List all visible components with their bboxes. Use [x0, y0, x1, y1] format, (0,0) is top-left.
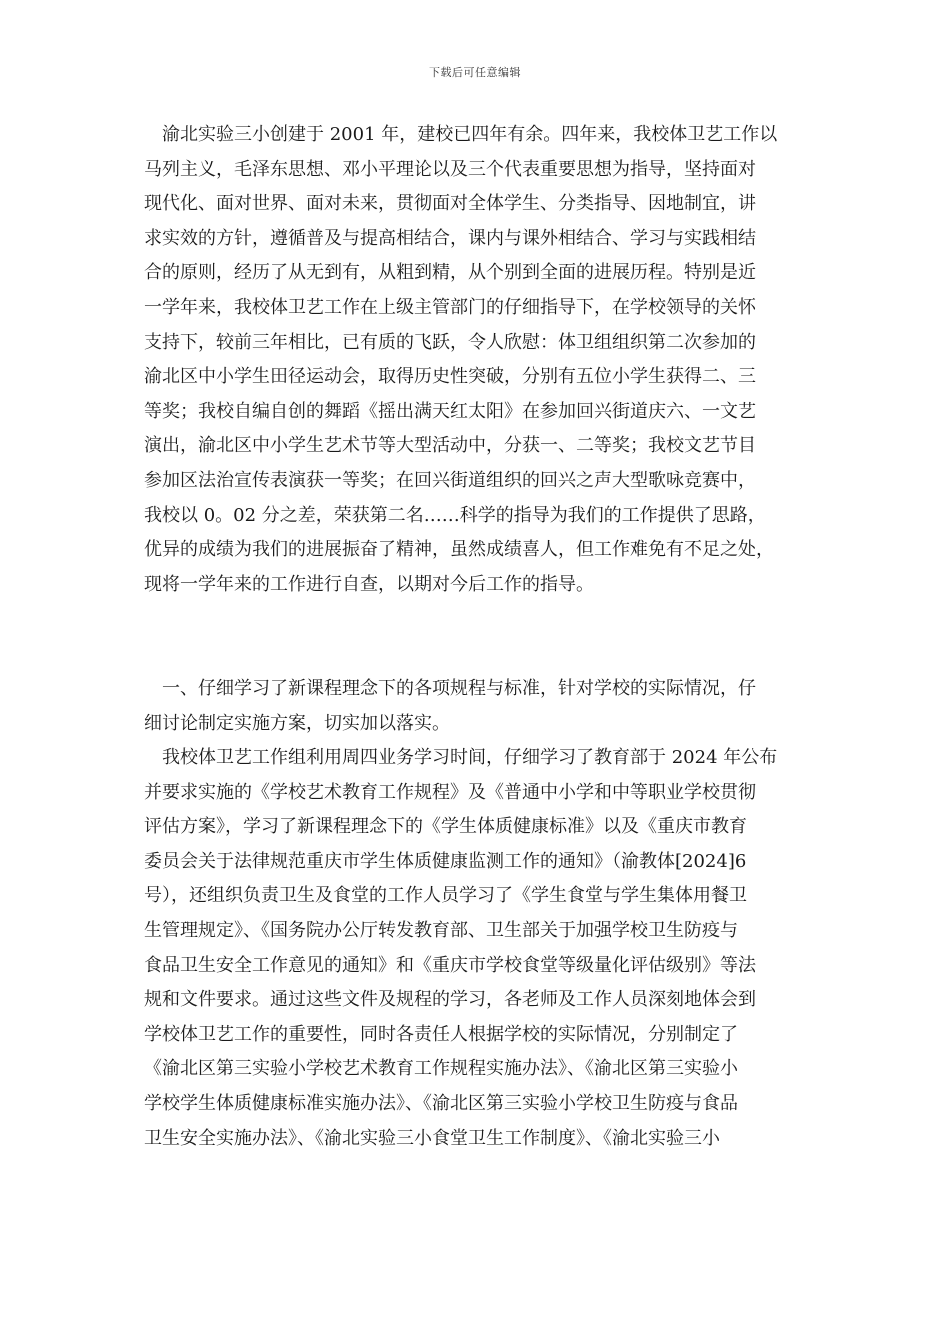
text-line: 参加区法治宣传表演获一等奖；在回兴街道组织的回兴之声大型歌咏竞赛中， [144, 469, 756, 491]
text-line: 支持下，较前三年相比，已有质的飞跃，令人欣慰：体卫组组织第二次参加的 [144, 331, 756, 353]
text-line: 规和文件要求。通过这些文件及规程的学习，各老师及工作人员深刻地体会到 [144, 989, 756, 1011]
intro-paragraph [144, 118, 824, 602]
text-line: 求实效的方针，遵循普及与提高相结合，课内与课外相结合、学习与实践相结 [144, 227, 756, 249]
heading-line: 一、仔细学习了新课程理念下的各项规程与标准，针对学校的实际情况，仔 [162, 678, 756, 699]
text-line: 并要求实施的《学校艺术教育工作规程》及《普通中小学和中等职业学校贯彻 [144, 781, 756, 803]
text-line: 委员会关于法律规范重庆市学生体质健康监测工作的通知》（渝教体[2024]6 [144, 850, 747, 872]
text-line: 合的原则，经历了从无到有，从粗到精，从个别到全面的进展历程。特别是近 [144, 262, 756, 284]
text-line: 现代化、面对世界、面对未来，贯彻面对全体学生、分类指导、因地制宜，讲 [144, 193, 756, 215]
text-line: 评估方案》，学习了新课程理念下的《学生体质健康标准》以及《重庆市教育 [144, 816, 747, 838]
text-line: 优异的成绩为我们的进展振奋了精神，虽然成绩喜人，但工作难免有不足之处， [144, 539, 774, 561]
text-line: 学校体卫艺工作的重要性，同时各责任人根据学校的实际情况，分别制定了 [144, 1023, 738, 1045]
text-line: 号），还组织负责卫生及食堂的工作人员学习了《学生食堂与学生集体用餐卫 [144, 885, 747, 907]
text-line: 渝北实验三小创建于 2001 年，建校已四年有余。四年来，我校体卫艺工作以 [162, 124, 778, 145]
section-body-paragraph [144, 741, 824, 1156]
text-line: 渝北区中小学生田径运动会，取得历史性突破，分别有五位小学生获得二、三 [144, 366, 756, 388]
text-line: 生管理规定》、《国务院办公厅转发教育部、卫生部关于加强学校卫生防疫与 [144, 919, 738, 941]
text-line: 《渝北区第三实验小学校艺术教育工作规程实施办法》、《渝北区第三实验小 [144, 1058, 738, 1080]
text-line: 等奖；我校自编自创的舞蹈《摇出满天红太阳》在参加回兴街道庆六、一文艺 [144, 400, 756, 422]
text-line: 学校学生体质健康标准实施办法》、《渝北区第三实验小学校卫生防疫与食品 [144, 1092, 738, 1114]
text-line: 马列主义，毛泽东思想、邓小平理论以及三个代表重要思想为指导，坚持面对 [144, 158, 756, 180]
page-header: 下载后可任意编辑 [429, 66, 521, 79]
text-line: 一学年来，我校体卫艺工作在上级主管部门的仔细指导下，在学校领导的关怀 [144, 296, 756, 318]
text-line: 食品卫生安全工作意见的通知》和《重庆市学校食堂等级量化评估级别》等法 [144, 954, 756, 976]
text-line: 我校以 0。02 分之差，荣获第二名……科学的指导为我们的工作提供了思路， [144, 504, 766, 526]
text-line: 我校体卫艺工作组利用周四业务学习时间，仔细学习了教育部于 2024 年公布 [162, 747, 778, 768]
text-line: 演出，渝北区中小学生艺术节等大型活动中，分获一、二等奖；我校文艺节目 [144, 435, 756, 457]
section-heading [144, 672, 824, 741]
text-line: 卫生安全实施办法》、《渝北实验三小食堂卫生工作制度》、《渝北实验三小 [144, 1127, 720, 1149]
text-line: 现将一学年来的工作进行自查，以期对今后工作的指导。 [144, 573, 594, 595]
heading-line: 细讨论制定实施方案，切实加以落实。 [144, 712, 450, 734]
